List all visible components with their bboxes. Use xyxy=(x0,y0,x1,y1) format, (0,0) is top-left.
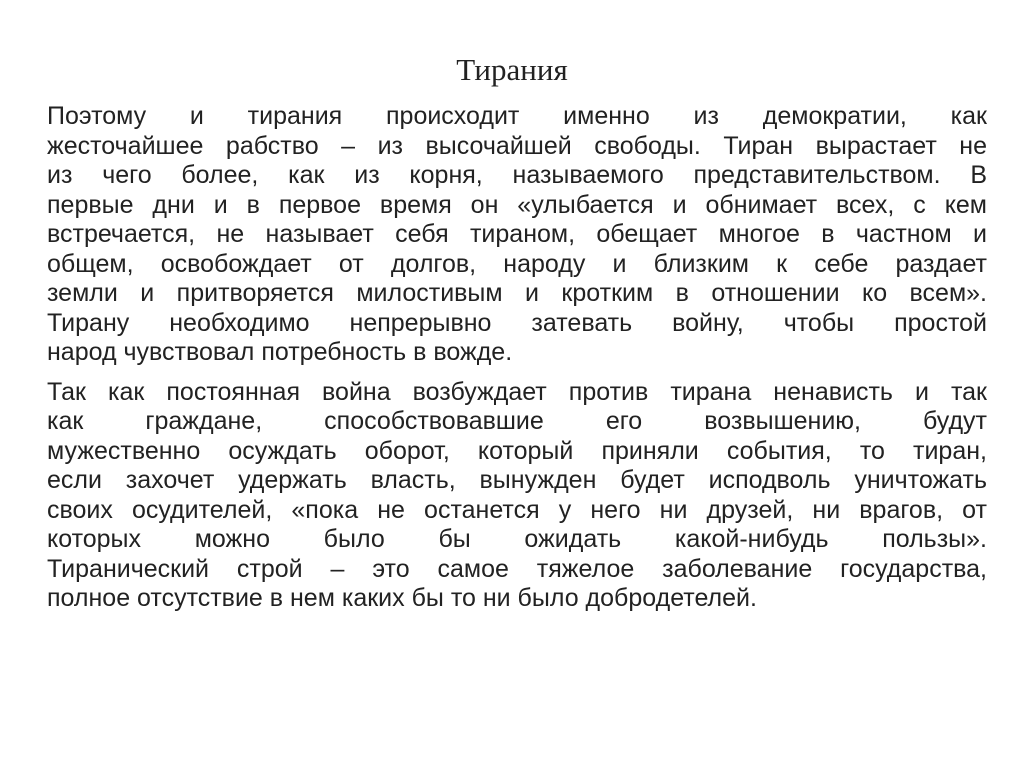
text-line: мужественно осуждать оборот, который приняли события, то тиран, xyxy=(47,436,987,465)
text-line: народ чувствовал потребность в вожде. xyxy=(47,338,513,366)
text-line: которых можно было бы ожидать какой-нибудь пользы». xyxy=(47,525,987,553)
text-line: своих осудителей, «пока не останется у него ни друзей, ни врагов, от xyxy=(47,495,987,524)
paragraph-2 xyxy=(47,378,987,614)
text-line: как граждане, способствовавшие его возвышению, будут xyxy=(47,407,987,435)
slide-title: Тирания xyxy=(456,52,568,87)
text-line: если захочет удержать власть, вынужден будет исподволь уничтожать xyxy=(47,466,987,494)
text-line: Тирану необходимо непрерывно затевать войну, чтобы простой xyxy=(47,308,987,337)
text-line: жесточайшее рабство – из высочайшей свободы. Тиран вырастает не xyxy=(47,131,987,160)
slide-body xyxy=(47,102,987,624)
text-line: первые дни и в первое время он «улыбается и обнимает всех, с кем xyxy=(47,190,987,219)
text-line: полное отсутствие в нем каких бы то ни было добродетелей. xyxy=(47,584,757,612)
text-line: земли и притворяется милостивым и кротким в отношении ко всем». xyxy=(47,279,987,307)
text-line: из чего более, как из корня, называемого представительством. В xyxy=(47,161,987,189)
text-line: Так как постоянная война возбуждает против тирана ненависть и так xyxy=(47,377,987,406)
text-line: общем, освобождает от долгов, народу и близким к себе раздает xyxy=(47,249,987,278)
text-line: встречается, не называет себя тираном, обещает многое в частном и xyxy=(47,220,987,248)
paragraph-1 xyxy=(47,102,987,368)
text-line: Тиранический строй – это самое тяжелое заболевание государства, xyxy=(47,554,987,583)
text-line: Поэтому и тирания происходит именно из демократии, как xyxy=(47,102,987,130)
